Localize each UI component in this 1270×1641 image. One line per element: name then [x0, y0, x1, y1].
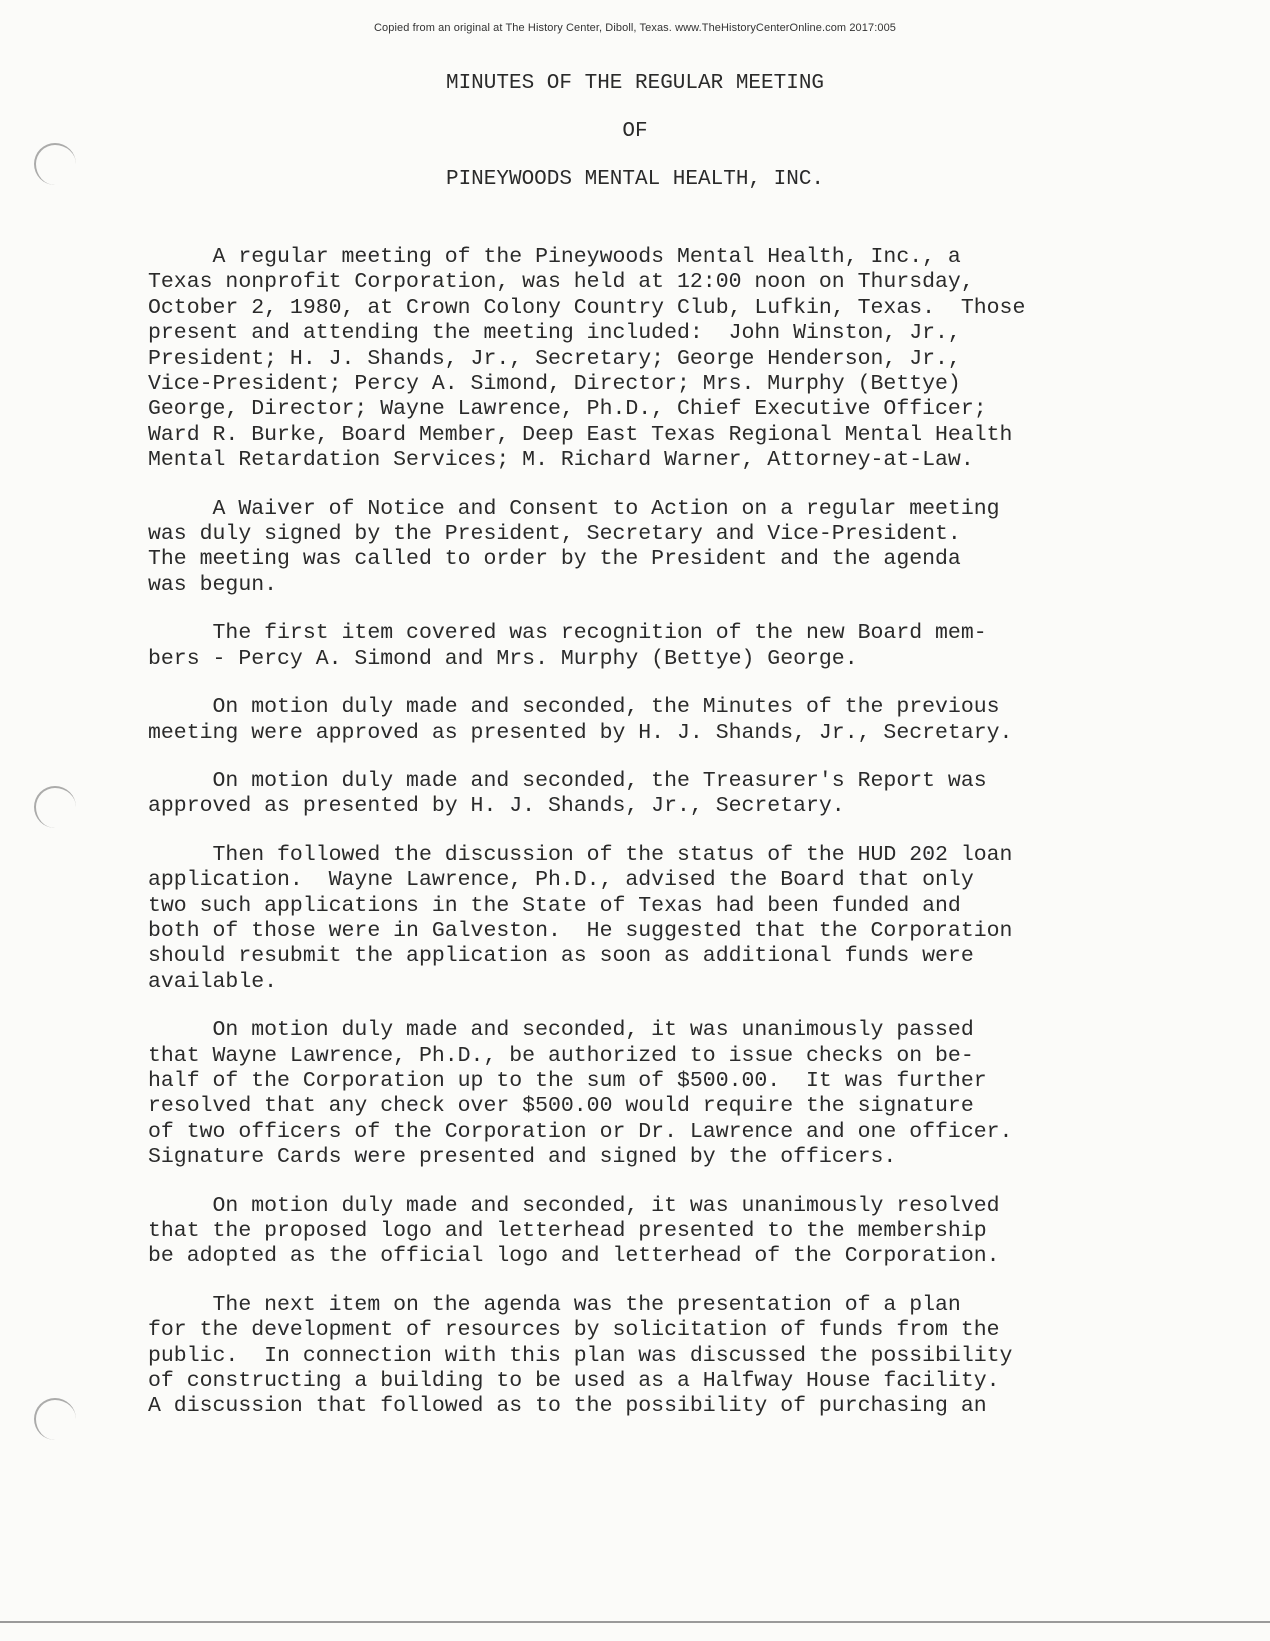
- document-title-line-1: MINUTES OF THE REGULAR MEETING: [445, 72, 825, 95]
- document-title-line-3: PINEYWOODS MENTAL HEALTH, INC.: [445, 168, 825, 191]
- minutes-paragraph: [148, 769, 1198, 820]
- document-title-line-2: OF: [622, 120, 648, 143]
- paragraph-line: A regular meeting of the Pineywoods Mental Health, Inc., a: [148, 245, 961, 269]
- paragraph-line: Mental Retardation Services; M. Richard Warner, Attorney-at-Law.: [148, 448, 974, 473]
- paragraph-line: be adopted as the official logo and letterhead of the Corporation.: [148, 1244, 1000, 1269]
- paragraph-line: President; H. J. Shands, Jr., Secretary; George Henderson, Jr.,: [148, 346, 961, 371]
- paragraph-line: The meeting was called to order by the President and the agenda: [148, 547, 961, 572]
- paragraph-line: On motion duly made and seconded, it was unanimously resolved: [148, 1193, 1000, 1218]
- paragraph-line: Vice-President; Percy A. Simond, Director; Mrs. Murphy (Bettye): [148, 372, 961, 397]
- paragraph-line: approved as presented by H. J. Shands, Jr., Secretary.: [148, 794, 845, 819]
- paragraph-line: was begun.: [148, 572, 278, 597]
- paragraph-line: The first item covered was recognition of the new Board mem-: [148, 621, 987, 646]
- archive-copy-note: Copied from an original at The History Center, Diboll, Texas. www.TheHistoryCenterOnline.com 2017:005: [373, 22, 897, 34]
- paragraph-line: application. Wayne Lawrence, Ph.D., advised the Board that only: [148, 868, 974, 893]
- punch-hole-mark: [34, 1398, 76, 1440]
- minutes-paragraph: [148, 1293, 1198, 1420]
- paragraph-line: George, Director; Wayne Lawrence, Ph.D., Chief Executive Officer;: [148, 397, 987, 422]
- paragraph-line: that Wayne Lawrence, Ph.D., be authorized to issue checks on be-: [148, 1043, 974, 1068]
- paragraph-line: A Waiver of Notice and Consent to Action on a regular meeting: [148, 496, 1000, 521]
- paragraph-line: bers - Percy A. Simond and Mrs. Murphy (Bettye) George.: [148, 646, 858, 671]
- paragraph-line: Texas nonprofit Corporation, was held at 12:00 noon on Thursday,: [148, 270, 974, 295]
- paragraph-line: public. In connection with this plan was discussed the possibility: [148, 1343, 1013, 1368]
- minutes-body: [148, 245, 1198, 1443]
- minutes-paragraph: [148, 1194, 1198, 1270]
- paragraph-line: was duly signed by the President, Secretary and Vice-President.: [148, 522, 961, 547]
- minutes-paragraph: [148, 621, 1198, 672]
- minutes-paragraph: [148, 843, 1198, 995]
- paragraph-line: of two officers of the Corporation or Dr. Lawrence and one officer.: [148, 1119, 1013, 1144]
- minutes-paragraph: [148, 497, 1198, 599]
- minutes-paragraph: [148, 245, 1198, 474]
- punch-hole-mark: [34, 786, 76, 828]
- paragraph-line: of constructing a building to be used as a Halfway House facility.: [148, 1369, 1000, 1394]
- minutes-paragraph: [148, 695, 1198, 746]
- paragraph-line: present and attending the meeting included: John Winston, Jr.,: [148, 321, 961, 346]
- paragraph-line: resolved that any check over $500.00 would require the signature: [148, 1094, 974, 1119]
- paragraph-line: for the development of resources by solicitation of funds from the: [148, 1318, 1000, 1343]
- paragraph-line: half of the Corporation up to the sum of $500.00. It was further: [148, 1068, 987, 1093]
- paragraph-line: The next item on the agenda was the presentation of a plan: [148, 1292, 961, 1317]
- paragraph-line: that the proposed logo and letterhead presented to the membership: [148, 1219, 987, 1243]
- paragraph-line: should resubmit the application as soon as additional funds were: [148, 944, 974, 969]
- paragraph-line: On motion duly made and seconded, the Minutes of the previous: [148, 695, 1000, 720]
- paragraph-line: October 2, 1980, at Crown Colony Country Club, Lufkin, Texas. Those: [148, 295, 1026, 320]
- paragraph-line: On motion duly made and seconded, it was unanimously passed: [148, 1018, 974, 1043]
- paragraph-line: Ward R. Burke, Board Member, Deep East Texas Regional Mental Health: [148, 422, 1013, 447]
- paragraph-line: two such applications in the State of Texas had been funded and: [148, 893, 961, 918]
- paragraph-line: A discussion that followed as to the possibility of purchasing an: [148, 1394, 987, 1419]
- paragraph-line: Signature Cards were presented and signed by the officers.: [148, 1145, 897, 1170]
- page-bottom-edge: [0, 1621, 1270, 1623]
- paragraph-line: available.: [148, 969, 278, 994]
- paragraph-line: both of those were in Galveston. He suggested that the Corporation: [148, 918, 1013, 943]
- paragraph-line: On motion duly made and seconded, the Treasurer's Report was: [148, 768, 987, 793]
- paragraph-line: Then followed the discussion of the status of the HUD 202 loan: [148, 842, 1013, 867]
- paragraph-line: meeting were approved as presented by H. J. Shands, Jr., Secretary.: [148, 720, 1013, 745]
- minutes-paragraph: [148, 1018, 1198, 1170]
